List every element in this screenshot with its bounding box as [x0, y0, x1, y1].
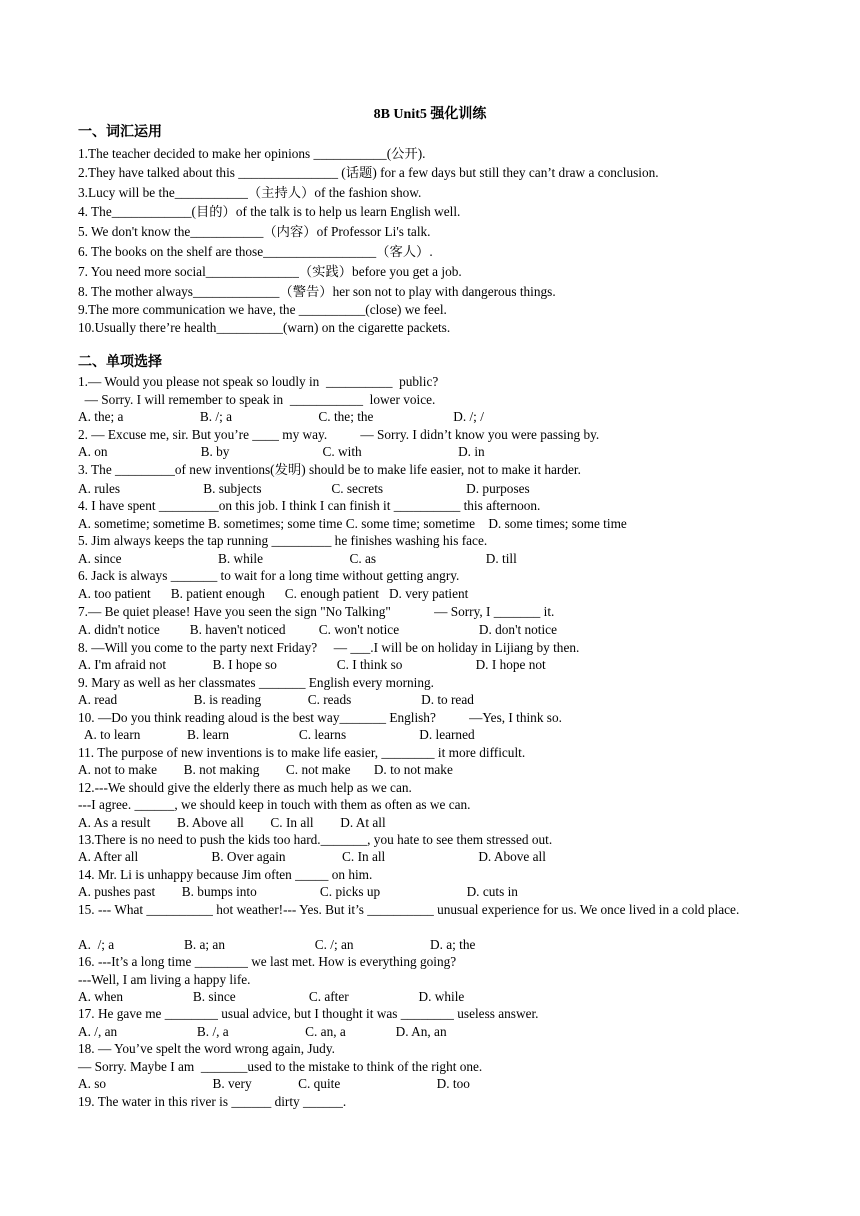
question-line: 10. —Do you think reading aloud is the best way_______ English? —Yes, I think so.: [78, 710, 562, 725]
question-line: 14. Mr. Li is unhappy because Jim often _____ on him.: [78, 867, 373, 882]
section-heading-vocabulary: 一、词汇运用: [78, 125, 162, 140]
question-line: 16. ---It’s a long time ________ we last met. How is everything going?: [78, 954, 457, 969]
question-line: 6. Jack is always _______ to wait for a long time without getting angry.: [78, 568, 460, 583]
question-line: 9. Mary as well as her classmates _______ English every morning.: [78, 675, 434, 690]
option-line: A. rules B. subjects C. secrets D. purposes: [78, 481, 530, 496]
question-line: 1.— Would you please not speak so loudly in __________ public?: [78, 374, 439, 389]
option-line: A. the; a B. /; a C. the; the D. /; /: [78, 409, 484, 424]
option-line: A. too patient B. patient enough C. enough patient D. very patient: [78, 586, 469, 601]
option-line: A. /, an B. /, a C. an, a D. An, an: [78, 1024, 447, 1039]
option-line: A. read B. is reading C. reads D. to read: [78, 692, 474, 707]
page-title: 8B Unit5 强化训练: [373, 107, 487, 122]
question-line: 2. — Excuse me, sir. But you’re ____ my way. — Sorry. I didn’t know you were passing by.: [78, 427, 600, 442]
section-heading-multiple-choice: 二、单项选择: [78, 355, 162, 370]
vocab-item: 2.They have talked about this _______________ (话题) for a few days but still they can’t draw a conclusion.: [78, 165, 659, 180]
vocab-item: 7. You need more social______________（实践）before you get a job.: [78, 264, 462, 279]
option-line: A. when B. since C. after D. while: [78, 989, 465, 1004]
option-line: A. pushes past B. bumps into C. picks up D. cuts in: [78, 884, 518, 899]
vocab-item: 10.Usually there’re health__________(warn) on the cigarette packets.: [78, 320, 451, 335]
option-line: A. not to make B. not making C. not make D. to not make: [78, 762, 453, 777]
question-line: 8. —Will you come to the party next Friday? — ___.I will be on holiday in Lijiang by then.: [78, 640, 580, 655]
vocab-item: 5. We don't know the___________（内容）of Professor Li's talk.: [78, 224, 431, 239]
question-line: 17. He gave me ________ usual advice, but I thought it was ________ useless answer.: [78, 1006, 539, 1021]
vocab-item: 9.The more communication we have, the __________(close) we feel.: [78, 302, 447, 317]
option-line: A. As a result B. Above all C. In all D. At all: [78, 815, 386, 830]
option-line: A. since B. while C. as D. till: [78, 551, 517, 566]
vocab-item: 8. The mother always_____________（警告）her son not to play with dangerous things.: [78, 284, 556, 299]
question-line: 12.---We should give the elderly there as much help as we can.: [78, 780, 412, 795]
question-line: 11. The purpose of new inventions is to make life easier, ________ it more difficult.: [78, 745, 526, 760]
vocab-item: 1.The teacher decided to make her opinions ___________(公开).: [78, 146, 426, 161]
question-15: 15. --- What __________ hot weather!--- Yes. But it’s __________ unusual experience for us. We once lived in a cold place.: [78, 902, 740, 917]
vocab-item: 4. The____________(目的）of the talk is to help us learn English well.: [78, 204, 461, 219]
option-line: A. didn't notice B. haven't noticed C. won't notice D. don't notice: [78, 622, 557, 637]
vocab-item: 3.Lucy will be the___________（主持人）of the fashion show.: [78, 185, 422, 200]
question-line: ---Well, I am living a happy life.: [78, 972, 251, 987]
option-line: A. I'm afraid not B. I hope so C. I think so D. I hope not: [78, 657, 546, 672]
question-line: ---I agree. ______, we should keep in touch with them as often as we can.: [78, 797, 471, 812]
question-line: 7.— Be quiet please! Have you seen the sign "No Talking" — Sorry, I _______ it.: [78, 604, 555, 619]
question-line: 4. I have spent _________on this job. I think I can finish it __________ this afternoon.: [78, 498, 541, 513]
option-line: A. /; a B. a; an C. /; an D. a; the: [78, 937, 476, 952]
question-line: 19. The water in this river is ______ dirty ______.: [78, 1094, 347, 1109]
question-line: 18. — You’ve spelt the word wrong again, Judy.: [78, 1041, 335, 1056]
option-line: A. to learn B. learn C. learns D. learned: [78, 727, 475, 742]
option-line: A. sometime; sometime B. sometimes; some time C. some time; sometime D. some times; some time: [78, 516, 627, 531]
question-line: — Sorry. Maybe I am _______used to the mistake to think of the right one.: [78, 1059, 483, 1074]
question-line: — Sorry. I will remember to speak in ___________ lower voice.: [78, 392, 436, 407]
vocab-item: 6. The books on the shelf are those_________________（客人）.: [78, 244, 433, 259]
question-line: 5. Jim always keeps the tap running _________ he finishes washing his face.: [78, 533, 488, 548]
question-line: 3. The _________of new inventions(发明) should be to make life easier, not to make it harder.: [78, 462, 581, 477]
option-line: A. After all B. Over again C. In all D. Above all: [78, 849, 546, 864]
question-line: 13.There is no need to push the kids too hard._______, you hate to see them stressed out.: [78, 832, 553, 847]
option-line: A. so B. very C. quite D. too: [78, 1076, 470, 1091]
option-line: A. on B. by C. with D. in: [78, 444, 485, 459]
